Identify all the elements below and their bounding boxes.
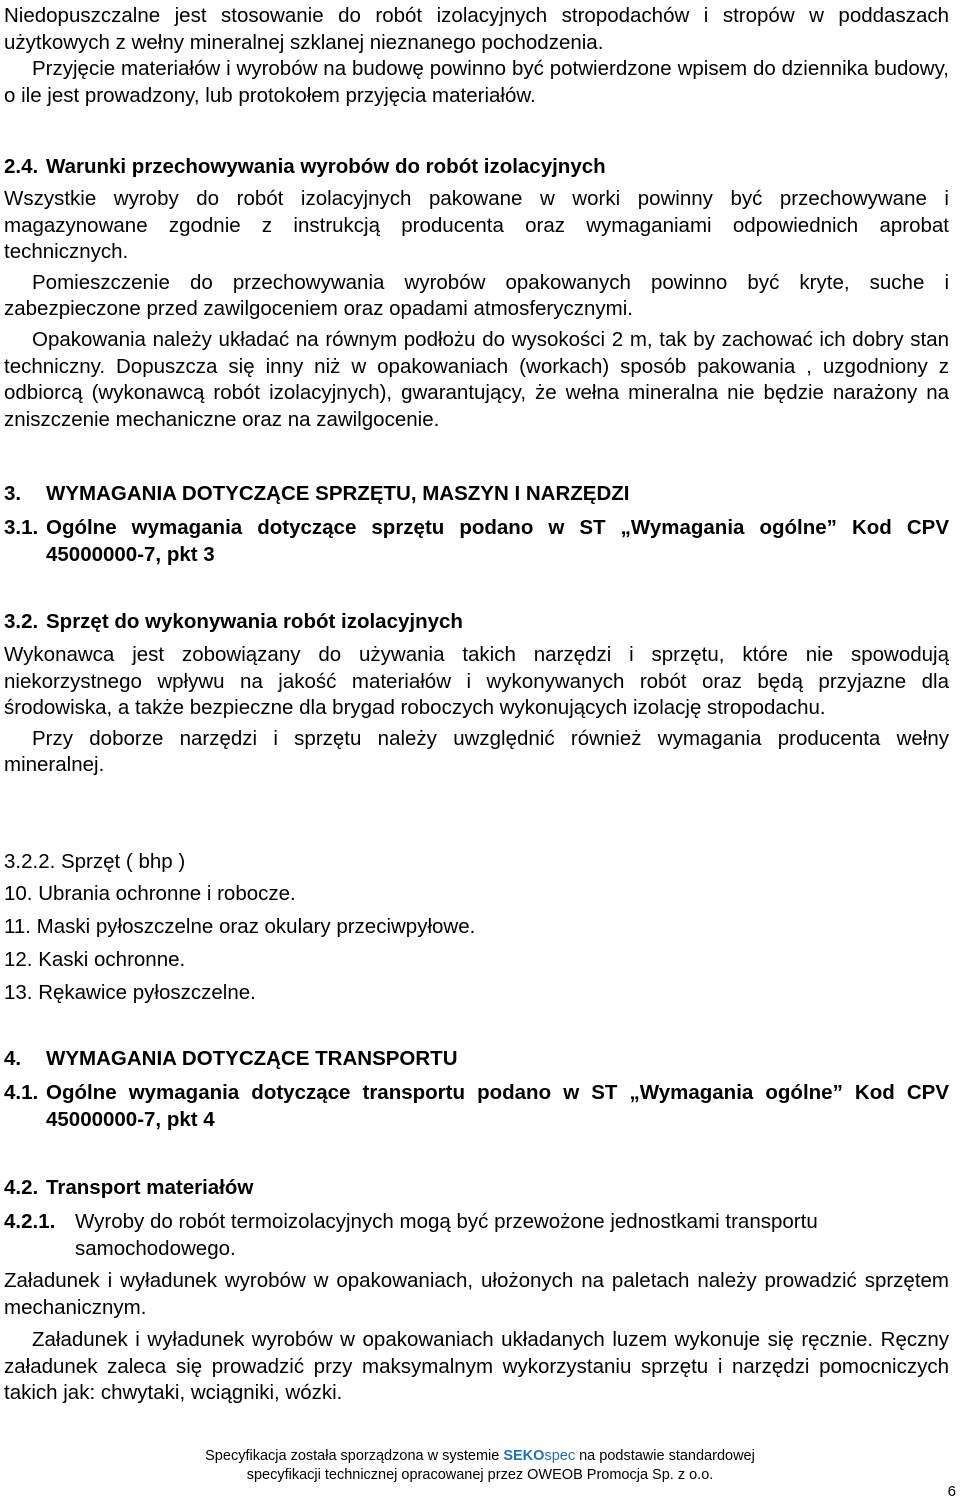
section-title: Sprzęt do wykonywania robót izolacyjnych	[46, 610, 463, 633]
subsection-text: Wyroby do robót termoizolacyjnych mogą być przewożone jednostkami transportu samochodowego.	[75, 1210, 818, 1260]
section-number: 2.4.	[4, 155, 39, 178]
intro-paragraph-1: Niedopuszczalne jest stosowanie do robót izolacyjnych stropodachów i stropów w poddaszach użytkowych z wełny mineralnej szklanej nieznanego pochodzenia.	[4, 4, 949, 54]
list-item: 12. Kaski ochronne.	[4, 948, 186, 971]
transport-paragraph-1: Załadunek i wyładunek wyrobów w opakowaniach, ułożonych na paletach należy prowadzić sprzętem mechanicznym.	[4, 1269, 949, 1319]
brand-name-part-1: SEKO	[503, 1448, 545, 1464]
list-item: 13. Rękawice pyłoszczelne.	[4, 981, 256, 1004]
storage-paragraph-2: Pomieszczenie do przechowywania wyrobów opakowanych powinno być kryte, suche i zabezpieczone przed zawilgoceniem oraz opadami atmosferycznymi.	[4, 270, 949, 321]
page-footer	[0, 1447, 960, 1485]
equipment-paragraph-1: Wykonawca jest zobowiązany do używania takich narzędzi i sprzętu, które nie spowodują niekorzystnego wpływu na jakość materiałów i wykonywanych robót oraz będą przyjazne dla środowiska, a także bezpieczne dla brygad roboczych wykonujących izolację stropodachu.	[4, 643, 949, 720]
subsection-3-2-2: 3.2.2. Sprzęt ( bhp )	[4, 850, 186, 873]
list-item: 10. Ubrania ochronne i robocze.	[4, 882, 296, 905]
section-3-2-body	[4, 642, 949, 779]
storage-paragraph-1: Wszystkie wyroby do robót izolacyjnych pakowane w worki powinny być przechowywane i magazynowane zgodnie z instrukcją producenta oraz wymaganiami odpowiednich aprobat technicznych.	[4, 187, 949, 264]
section-title: WYMAGANIA DOTYCZĄCE TRANSPORTU	[46, 1047, 458, 1070]
footer-text: Specyfikacja została sporządzona w systemie	[205, 1448, 500, 1464]
brand-name-part-2: spec	[544, 1448, 576, 1464]
section-number: 4.2.1.	[4, 1210, 56, 1233]
section-3-heading	[4, 481, 949, 508]
section-4-heading	[4, 1046, 949, 1073]
section-number: 3.	[4, 482, 22, 505]
section-4-1-heading	[4, 1080, 949, 1133]
section-2-4-body	[4, 186, 949, 433]
section-number: 4.1.	[4, 1081, 39, 1104]
page-number: 6	[947, 1483, 956, 1500]
equipment-paragraph-2: Przy doborze narzędzi i sprzętu należy uwzględnić również wymagania producenta wełny mineralnej.	[4, 726, 949, 777]
section-4-2-heading	[4, 1175, 949, 1202]
footer-line-2: specyfikacji technicznej opracowanej przez OWEOB Promocja Sp. z o.o.	[246, 1467, 714, 1483]
section-title: Ogólne wymagania dotyczące sprzętu podano w ST „Wymagania ogólne” Kod CPV 45000000-7, pkt 3	[46, 516, 949, 566]
section-title: Warunki przechowywania wyrobów do robót izolacyjnych	[46, 155, 606, 178]
subsection-4-2-1	[4, 1209, 949, 1262]
transport-body	[4, 1268, 949, 1407]
intro-block	[4, 3, 949, 109]
footer-line-1	[0, 1447, 960, 1466]
transport-paragraph-2: Załadunek i wyładunek wyrobów w opakowaniach układanych luzem wykonuje się ręcznie. Ręczny załadunek zaleca się prowadzić przy maksymalnym wykorzystaniu sprzętu i narzędzi pomocniczych takich jak: chwytaki, wciągniki, wózki.	[4, 1328, 949, 1405]
section-number: 3.1.	[4, 516, 39, 539]
storage-paragraph-3: Opakowania należy układać na równym podłożu do wysokości 2 m, tak by zachować ich dobry stan techniczny. Dopuszcza się inny niż w opakowaniach (workach) sposób pakowania , uzgodniony z odbiorcą (wykonawcą robót izolacyjnych), gwarantujący, że wełna mineralna nie będzie narażony na zniszczenie mechaniczne oraz na zawilgocenie.	[4, 327, 949, 431]
list-item: 11. Maski pyłoszczelne oraz okulary przeciwpyłowe.	[4, 915, 476, 938]
intro-paragraph-2: Przyjęcie materiałów i wyrobów na budowę powinno być potwierdzone wpisem do dziennika budowy, o ile jest prowadzony, lub protokołem przyjęcia materiałów.	[4, 57, 949, 107]
section-title: Transport materiałów	[46, 1176, 254, 1199]
section-2-4-heading	[4, 154, 949, 181]
section-number: 4.	[4, 1047, 22, 1070]
section-number: 4.2.	[4, 1176, 39, 1199]
section-title: Ogólne wymagania dotyczące transportu podano w ST „Wymagania ogólne” Kod CPV 45000000-7, pkt 4	[46, 1081, 949, 1131]
section-title: WYMAGANIA DOTYCZĄCE SPRZĘTU, MASZYN I NARZĘDZI	[46, 482, 630, 505]
footer-text: na podstawie standardowej	[579, 1448, 755, 1464]
section-3-2-heading	[4, 609, 949, 636]
section-3-1-heading	[4, 515, 949, 568]
section-number: 3.2.	[4, 610, 39, 633]
